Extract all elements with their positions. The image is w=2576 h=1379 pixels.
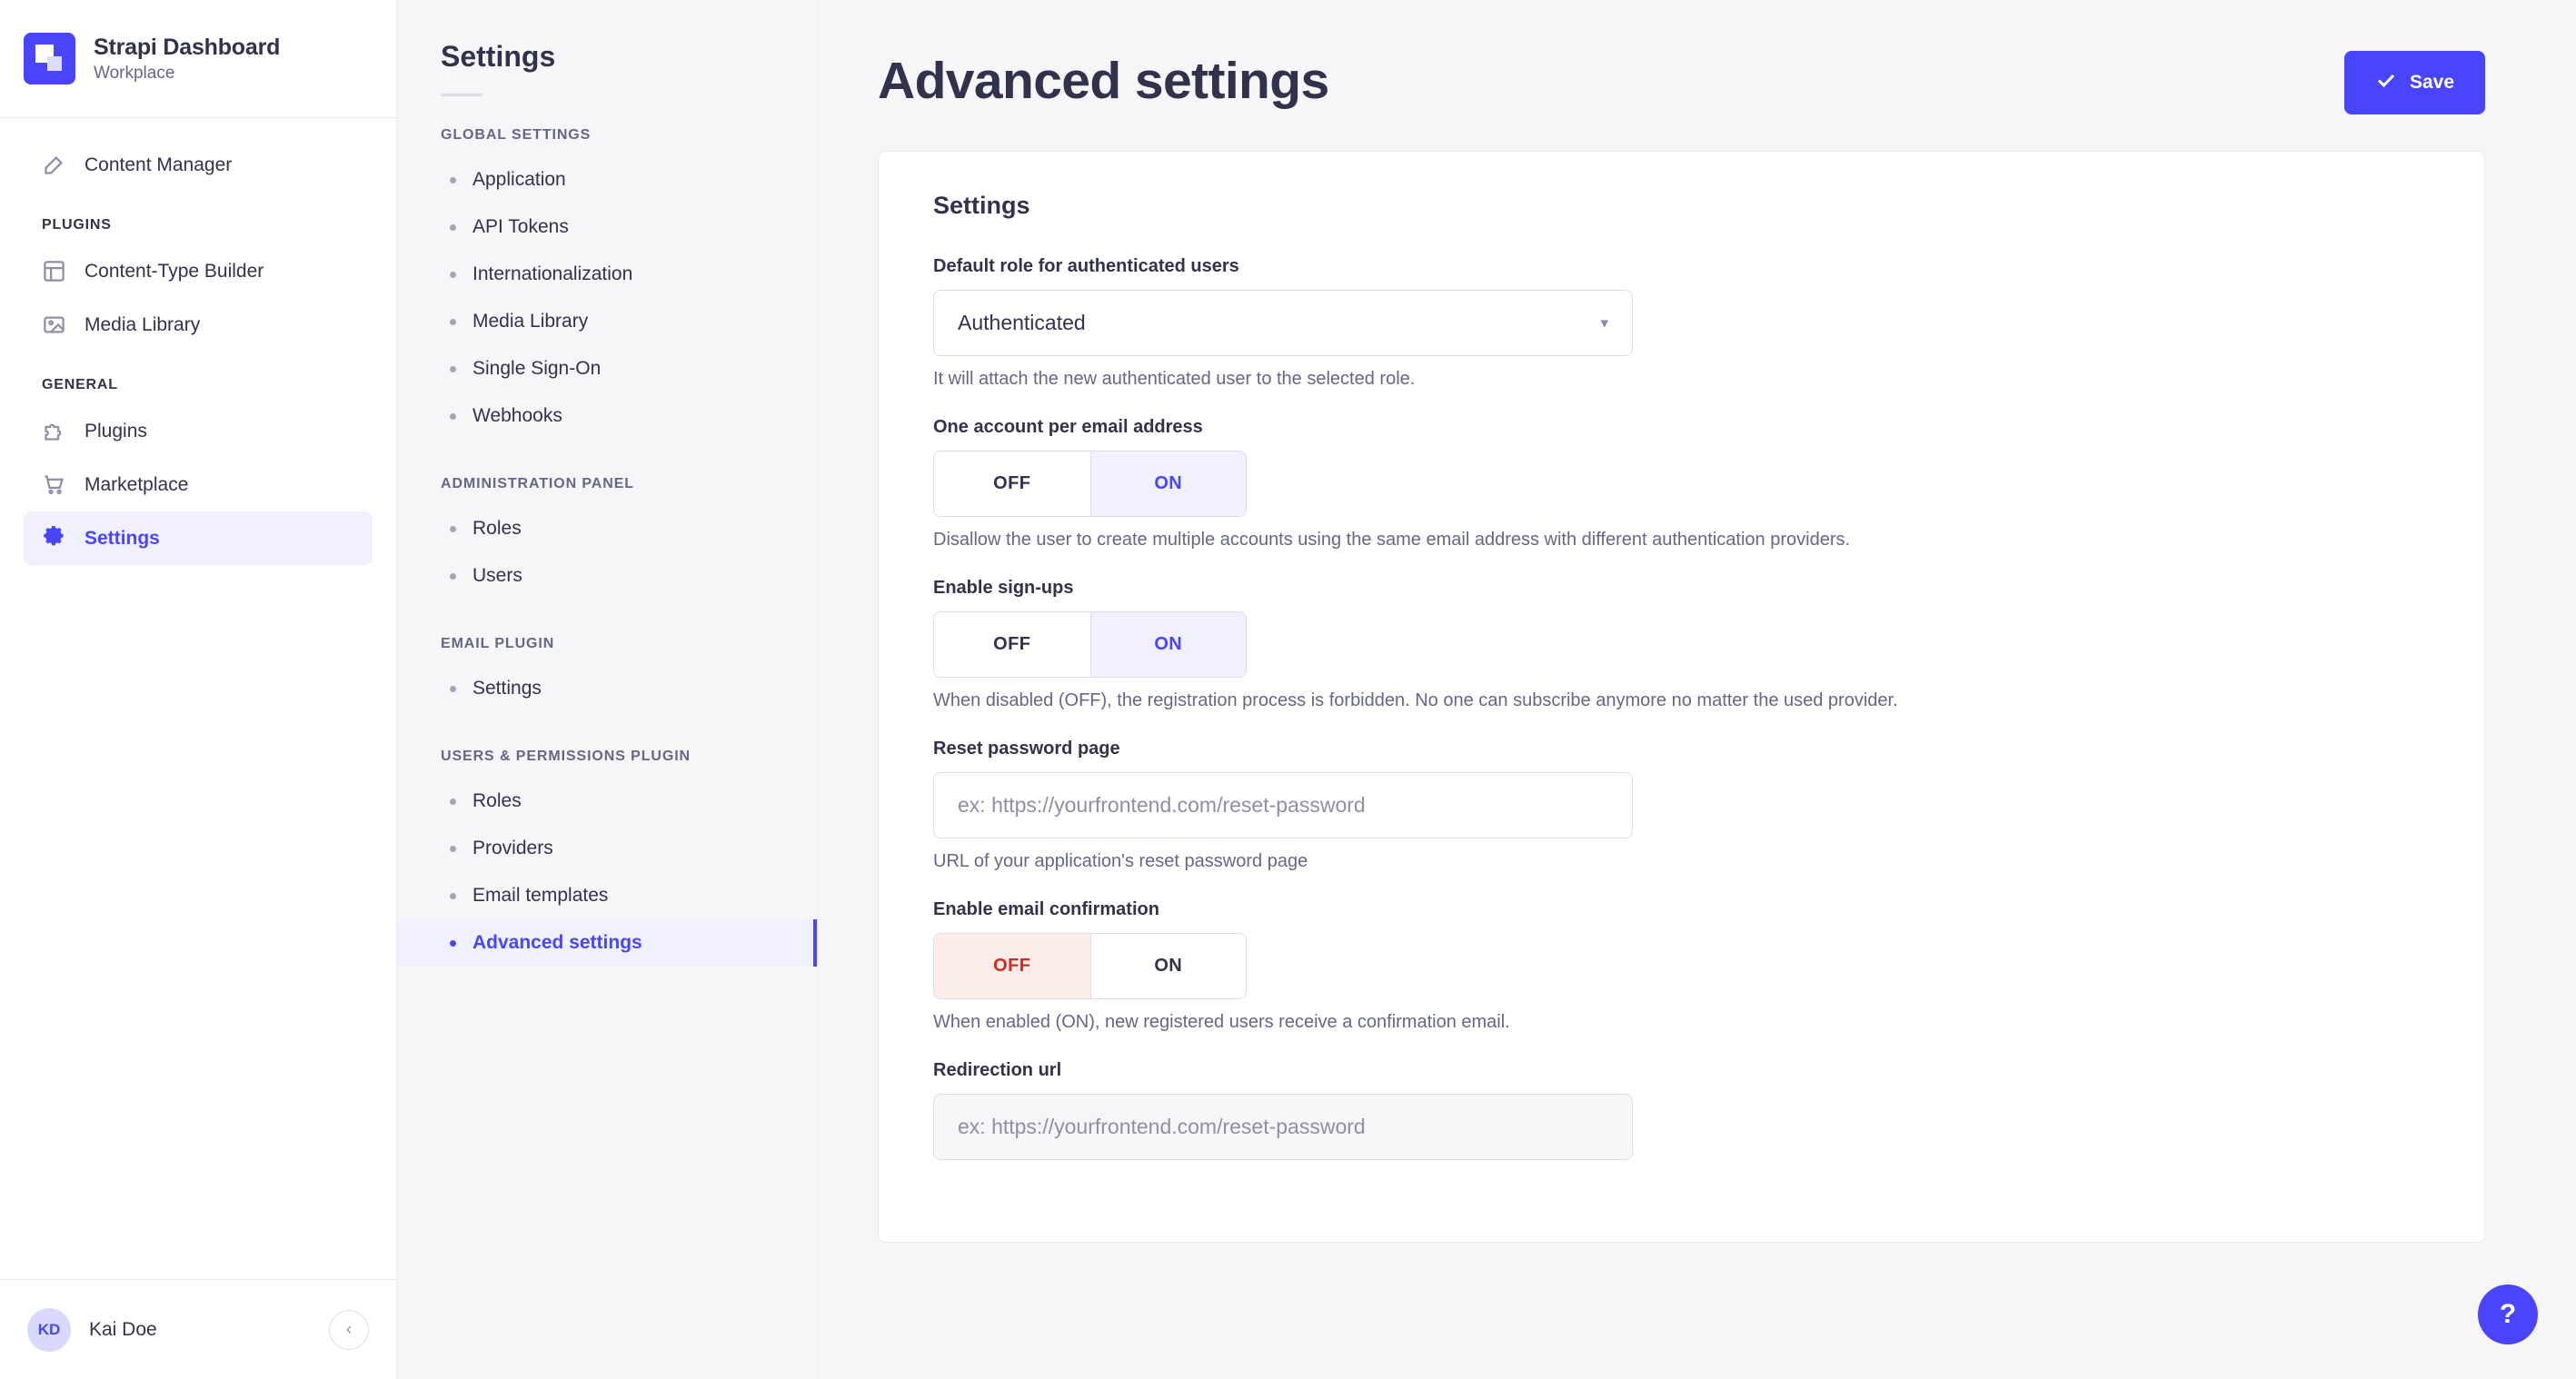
subnav-item-email-settings[interactable] xyxy=(397,665,817,712)
subnav-item-label: Settings xyxy=(472,678,542,699)
subnav-item-label: API Tokens xyxy=(472,216,569,237)
field-enable-email-confirmation xyxy=(933,899,2430,1033)
subnav-item-label: Webhooks xyxy=(472,405,562,426)
sidebar-item-media-library[interactable] xyxy=(24,298,373,352)
settings-subnav xyxy=(397,0,818,1379)
main-content xyxy=(818,0,2576,1379)
sidebar-section-general: GENERAL xyxy=(42,377,118,392)
field-hint: URL of your application's reset password page xyxy=(933,851,1308,871)
strapi-logo-icon xyxy=(24,33,75,84)
page-title: Advanced settings xyxy=(878,52,1329,110)
subnav-item-admin-roles[interactable] xyxy=(397,505,817,552)
subnav-section-administration-panel: ADMINISTRATION PANEL xyxy=(441,476,634,491)
default-role-value: Authenticated xyxy=(958,311,1086,334)
subnav-item-media-library[interactable] xyxy=(397,298,817,345)
field-redirection-url xyxy=(933,1060,2430,1160)
toggle-option-on[interactable]: ON xyxy=(1090,934,1247,998)
brand-header xyxy=(0,0,396,118)
puzzle-icon xyxy=(42,419,66,443)
enable-email-confirmation-toggle[interactable] xyxy=(933,933,1247,999)
bullet-icon xyxy=(450,940,456,947)
sidebar-item-label: Content-Type Builder xyxy=(85,260,264,282)
card-title: Settings xyxy=(933,192,1030,219)
check-icon xyxy=(2375,69,2397,96)
main-sidebar xyxy=(0,0,397,1379)
field-label: Default role for authenticated users xyxy=(933,256,1239,276)
subnav-title: Settings xyxy=(441,40,556,73)
field-hint: When disabled (OFF), the registration process is forbidden. No one can subscribe anymore no matter the used provider. xyxy=(933,690,1898,710)
redirection-url-placeholder: ex: https://yourfrontend.com/reset-password xyxy=(958,1115,1366,1138)
field-hint: It will attach the new authenticated user to the selected role. xyxy=(933,369,1416,389)
subnav-item-single-sign-on[interactable] xyxy=(397,345,817,392)
field-label: Enable email confirmation xyxy=(933,899,1159,919)
layout-icon xyxy=(42,259,66,283)
subnav-item-label: Advanced settings xyxy=(472,932,642,953)
subnav-item-label: Providers xyxy=(472,838,553,858)
subnav-section-email-plugin: EMAIL PLUGIN xyxy=(441,636,555,651)
bullet-icon xyxy=(450,224,456,231)
brand-subtitle: Workplace xyxy=(94,63,175,83)
toggle-option-on[interactable]: ON xyxy=(1090,451,1247,516)
subnav-item-label: Application xyxy=(472,169,566,190)
toggle-option-on[interactable]: ON xyxy=(1090,612,1247,677)
toggle-option-off[interactable]: OFF xyxy=(934,934,1090,998)
toggle-option-off[interactable]: OFF xyxy=(934,612,1090,677)
gear-icon xyxy=(42,526,66,551)
help-button[interactable]: ? xyxy=(2478,1285,2538,1344)
field-one-account-per-email xyxy=(933,417,2430,551)
subnav-item-label: Single Sign-On xyxy=(472,358,602,379)
sidebar-item-label: Content Manager xyxy=(85,154,233,175)
subnav-item-up-roles[interactable] xyxy=(397,778,817,825)
subnav-item-webhooks[interactable] xyxy=(397,392,817,440)
sidebar-item-marketplace[interactable] xyxy=(24,458,373,511)
subnav-item-label: Roles xyxy=(472,518,522,539)
reset-password-page-input[interactable] xyxy=(933,772,1633,838)
one-account-per-email-toggle[interactable] xyxy=(933,451,1247,517)
bullet-icon xyxy=(450,177,456,184)
field-hint: Disallow the user to create multiple accounts using the same email address with different authentication providers. xyxy=(933,530,1851,550)
divider xyxy=(441,94,482,96)
brand-text xyxy=(94,35,280,84)
sidebar-nav xyxy=(0,118,396,1279)
field-enable-signups xyxy=(933,578,2430,711)
bullet-icon xyxy=(450,272,456,278)
bullet-icon xyxy=(450,686,456,692)
subnav-item-label: Email templates xyxy=(472,885,609,906)
cart-icon xyxy=(42,472,66,497)
bullet-icon xyxy=(450,893,456,899)
subnav-item-email-templates[interactable] xyxy=(397,872,817,919)
bullet-icon xyxy=(450,799,456,805)
sidebar-item-label: Settings xyxy=(85,527,160,549)
user-bar xyxy=(0,1279,396,1379)
brand-title: Strapi Dashboard xyxy=(94,34,281,60)
enable-signups-toggle[interactable] xyxy=(933,611,1247,678)
save-button[interactable] xyxy=(2344,51,2485,114)
subnav-item-api-tokens[interactable] xyxy=(397,203,817,251)
sidebar-item-label: Media Library xyxy=(85,313,201,335)
save-button-label: Save xyxy=(2409,72,2454,93)
sidebar-item-plugins[interactable] xyxy=(24,404,373,458)
sidebar-item-content-type-builder[interactable] xyxy=(24,244,373,298)
redirection-url-input[interactable] xyxy=(933,1094,1633,1160)
image-icon xyxy=(42,313,66,337)
subnav-item-label: Internationalization xyxy=(472,263,633,284)
field-hint: When enabled (ON), new registered users receive a confirmation email. xyxy=(933,1012,1510,1032)
reset-password-page-placeholder: ex: https://yourfrontend.com/reset-password xyxy=(958,793,1366,817)
subnav-item-application[interactable] xyxy=(397,156,817,203)
chevron-left-icon[interactable]: ‹ xyxy=(329,1310,369,1350)
default-role-select[interactable] xyxy=(933,290,1633,356)
bullet-icon xyxy=(450,846,456,852)
bullet-icon xyxy=(450,366,456,372)
subnav-item-admin-users[interactable] xyxy=(397,552,817,600)
bullet-icon xyxy=(450,573,456,580)
sidebar-item-label: Plugins xyxy=(85,420,147,441)
subnav-section-global-settings: GLOBAL SETTINGS xyxy=(441,127,592,143)
sidebar-section-plugins: PLUGINS xyxy=(42,217,112,233)
field-label: Reset password page xyxy=(933,739,1120,759)
settings-card xyxy=(878,151,2485,1243)
chevron-down-icon: ▾ xyxy=(1600,313,1608,332)
subnav-item-advanced-settings[interactable] xyxy=(397,919,817,967)
field-label: One account per email address xyxy=(933,417,1203,437)
subnav-item-providers[interactable] xyxy=(397,825,817,872)
field-label: Enable sign-ups xyxy=(933,578,1074,598)
field-reset-password-page xyxy=(933,739,2430,872)
subnav-item-label: Roles xyxy=(472,790,522,811)
pencil-icon xyxy=(42,153,66,177)
bullet-icon xyxy=(450,319,456,325)
bullet-icon xyxy=(450,526,456,532)
main-header xyxy=(818,0,2576,151)
toggle-option-off[interactable]: OFF xyxy=(934,451,1090,516)
subnav-item-label: Media Library xyxy=(472,311,589,332)
user-name: Kai Doe xyxy=(89,1318,157,1340)
sidebar-item-settings[interactable] xyxy=(24,511,373,565)
sidebar-item-content-manager[interactable] xyxy=(24,138,373,192)
subnav-section-users-permissions-plugin: USERS & PERMISSIONS PLUGIN xyxy=(441,749,691,764)
avatar: KD xyxy=(27,1308,71,1352)
field-default-role xyxy=(933,256,2430,390)
sidebar-item-label: Marketplace xyxy=(85,473,189,495)
field-label: Redirection url xyxy=(933,1060,1062,1080)
bullet-icon xyxy=(450,413,456,420)
subnav-item-label: Users xyxy=(472,565,522,586)
subnav-item-internationalization[interactable] xyxy=(397,251,817,298)
